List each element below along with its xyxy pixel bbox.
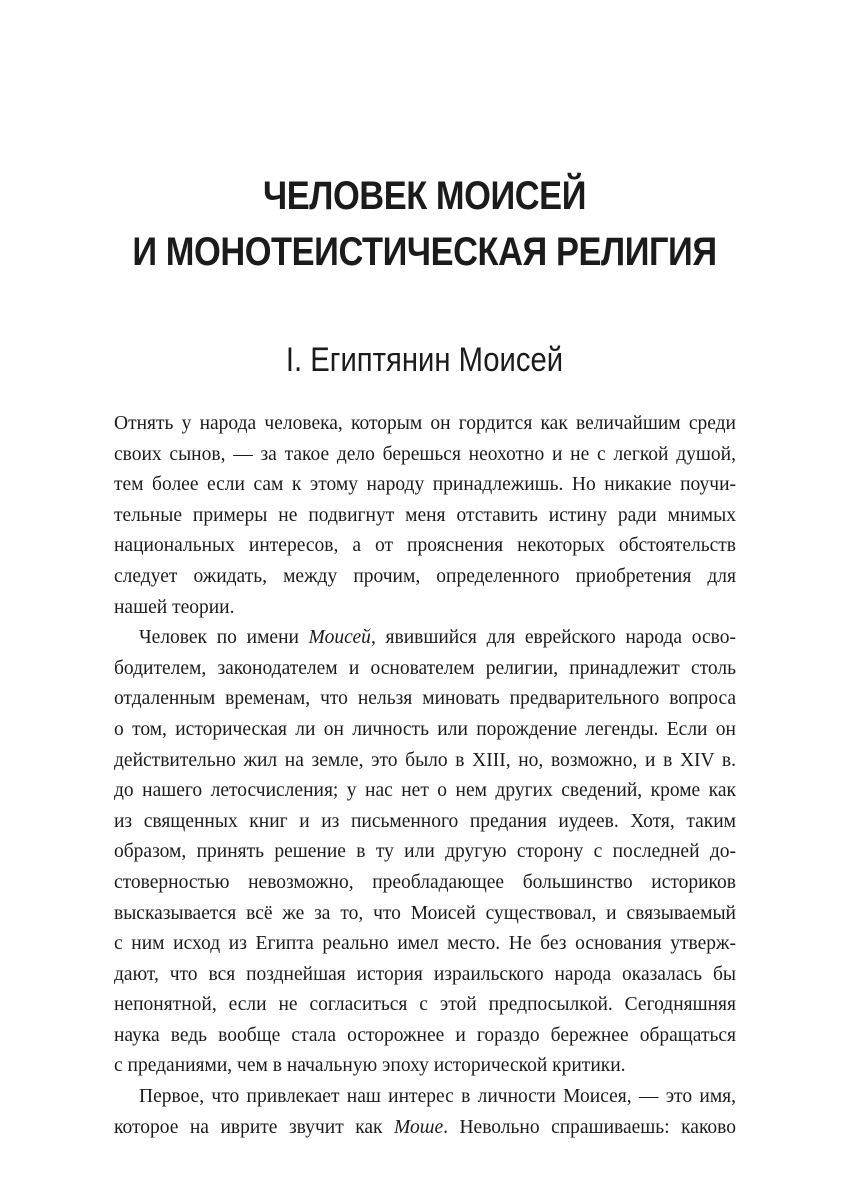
paragraph-2 bbox=[114, 623, 736, 1082]
text-line: национальных интересов, а от прояснения некоторых обстоятельств bbox=[114, 535, 736, 557]
text-fragment: которое на иврите звучит как bbox=[114, 1116, 395, 1138]
text-line: о том, историческая ли он личность или порождение легенды. Если он bbox=[114, 718, 736, 740]
text-line: до нашего летосчисления; у нас нет о нем других сведений, кроме как bbox=[114, 780, 736, 802]
text-fragment: , явившийся для еврейского народа осво- bbox=[370, 627, 736, 649]
text-fragment: Человек по имени bbox=[139, 627, 309, 649]
text-line bbox=[114, 623, 736, 654]
emphasis-moses: Моисей bbox=[308, 627, 371, 649]
text-line: высказывается всё же за то, что Моисей существовал, и связываемый bbox=[114, 902, 736, 924]
text-line: дают, что вся позднейшая история израильского народа оказалась бы bbox=[114, 963, 736, 985]
chapter-title-line-1: ЧЕЛОВЕК МОИСЕЙ bbox=[263, 174, 586, 218]
text-line: тем более если сам к этому народу принадлежишь. Но никакие поучи- bbox=[114, 474, 736, 496]
text-line: бодителем, законодателем и основателем религии, принадлежит столь bbox=[114, 657, 736, 679]
text-line: наука ведь вообще стала осторожнее и гораздо бережнее обращаться bbox=[114, 1024, 736, 1046]
text-line: своих сынов, — за такое дело берешься неохотно и не с легкой душой, bbox=[114, 443, 736, 465]
text-fragment: . Невольно спрашиваешь: каково bbox=[443, 1116, 736, 1138]
text-line: с преданиями, чем в начальную эпоху исторической критики. bbox=[114, 1055, 626, 1077]
text-line: непонятной, если не согласиться с этой предпосылкой. Сегодняшняя bbox=[114, 994, 736, 1016]
text-line: Первое, что привлекает наш интерес в личности Моисея, — это имя, bbox=[139, 1086, 736, 1108]
text-line: из священных книг и из письменного предания иудеев. Хотя, таким bbox=[114, 810, 736, 832]
text-line: действительно жил на земле, это было в XIII, но, возможно, и в XIV в. bbox=[114, 749, 736, 771]
text-line: образом, принять решение в ту или другую сторону с последней до- bbox=[114, 841, 736, 863]
text-line bbox=[114, 1113, 736, 1144]
text-line: следует ожидать, между прочим, определенного приобретения для bbox=[114, 565, 736, 587]
body-text bbox=[114, 409, 736, 1143]
text-line: с ним исход из Египта реально имел место. Не без основания утверж- bbox=[114, 933, 736, 955]
text-line: нашей теории. bbox=[114, 596, 235, 618]
chapter-title-line-2: И МОНОТЕИСТИЧЕСКАЯ РЕЛИГИЯ bbox=[132, 230, 717, 274]
section-title: I. Египтянин Моисей bbox=[285, 341, 564, 379]
text-line: Отнять у народа человека, которым он гордится как величайшим среди bbox=[114, 413, 736, 434]
chapter-title bbox=[59, 168, 789, 280]
paragraph-1 bbox=[114, 409, 736, 623]
paragraph-3 bbox=[114, 1082, 736, 1143]
text-line: тельные примеры не подвигнут меня отставить истину ради мнимых bbox=[114, 504, 736, 526]
emphasis-moshe: Моше bbox=[394, 1116, 444, 1138]
text-line: отдаленным временам, что нельзя миновать предварительного вопроса bbox=[114, 688, 736, 710]
text-line: стоверностью невозможно, преобладающее большинство историков bbox=[114, 871, 736, 893]
